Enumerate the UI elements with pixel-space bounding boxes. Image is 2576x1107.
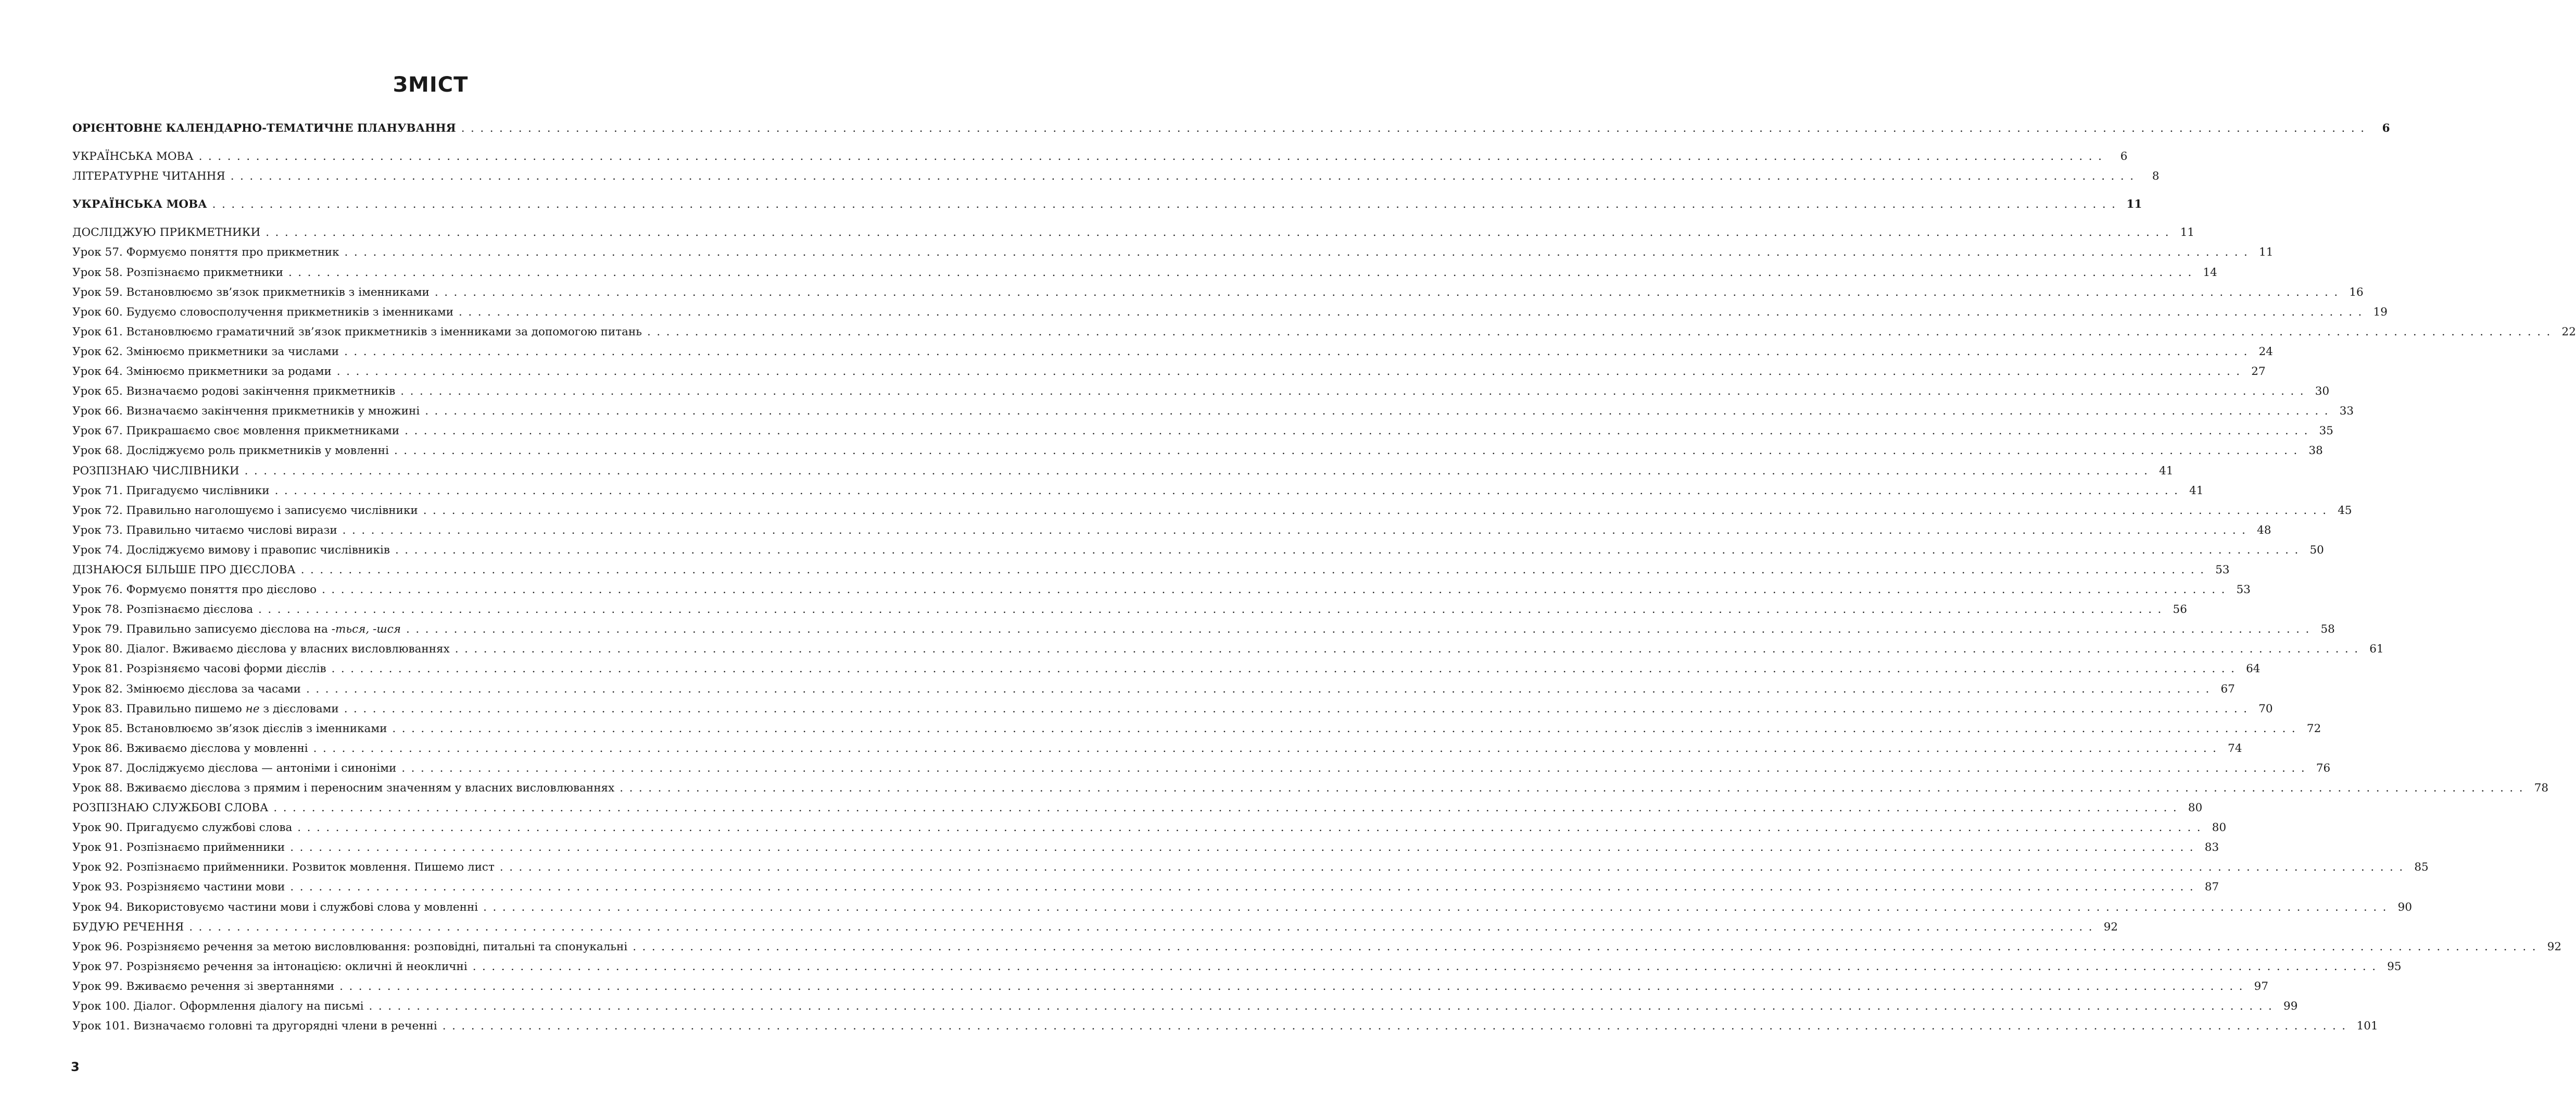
dot-leader: ........................................................................................................................................................................................................ xyxy=(472,960,2382,973)
toc-entry-title: Урок 101. Визначаємо головні та другорядні члени в реченні xyxy=(72,1020,437,1033)
dot-leader: ........................................................................................................................................................................................................ xyxy=(394,444,2303,458)
toc-entry xyxy=(72,540,2324,560)
toc-entry xyxy=(72,917,2118,937)
dot-leader: ........................................................................................................................................................................................................ xyxy=(400,385,2310,398)
dot-leader: ........................................................................................................................................................................................................ xyxy=(274,484,2184,497)
dot-leader: ........................................................................................................................................................................................................ xyxy=(336,365,2246,379)
toc-entry xyxy=(72,937,2562,957)
toc-entry-page: 14 xyxy=(2203,266,2217,279)
toc-entry-page: 61 xyxy=(2369,643,2384,656)
toc-entry-page: 80 xyxy=(2188,801,2203,815)
dot-leader: ........................................................................................................................................................................................................ xyxy=(313,741,2223,755)
dot-leader: ........................................................................................................................................................................................................ xyxy=(189,920,2099,934)
toc-entry-title: Урок 83. Правильно пишемо не з дієсловами xyxy=(72,702,339,715)
dot-leader: ........................................................................................................................................................................................................ xyxy=(288,266,2198,279)
toc-entry xyxy=(72,739,2242,759)
toc-entry-title: Урок 61. Встановлюємо граматичний зв’язок прикметників з іменниками за допомогою питань xyxy=(72,325,642,338)
toc-entry xyxy=(72,898,2413,917)
toc-entry-page: 72 xyxy=(2306,722,2321,735)
toc-entry-title: ЛІТЕРАТУРНЕ ЧИТАННЯ xyxy=(72,170,225,183)
toc-entry xyxy=(72,167,2160,186)
toc-entry-page: 11 xyxy=(2126,198,2142,211)
toc-entry-title: Урок 100. Діалог. Оформлення діалогу на письмі xyxy=(72,1000,364,1013)
toc-entry-title: Урок 68. Досліджуємо роль прикметників у мовленні xyxy=(72,444,389,458)
dot-leader: ........................................................................................................................................................................................................ xyxy=(483,900,2393,914)
toc-entry xyxy=(72,401,2354,421)
dot-leader: ........................................................................................................................................................................................................ xyxy=(369,1000,2278,1013)
dot-leader: ........................................................................................................................................................................................................ xyxy=(331,662,2241,676)
toc-entry-page: 24 xyxy=(2258,345,2273,358)
toc-entry-title: Урок 94. Використовуємо частини мови і службові слова у мовленні xyxy=(72,900,478,914)
toc-entry-title: УКРАЇНСЬКА МОВА xyxy=(72,150,194,163)
toc-entry xyxy=(72,195,2142,215)
toc-entry-title: Урок 72. Правильно наголошуємо і записуємо числівники xyxy=(72,504,418,517)
toc-entry-page: 78 xyxy=(2534,782,2549,795)
toc-entry-page: 76 xyxy=(2316,761,2331,775)
toc-entry-title: Урок 74. Досліджуємо вимову і правопис числівників xyxy=(72,543,390,557)
dot-leader: ........................................................................................................................................................................................................ xyxy=(459,305,2368,319)
dot-leader: ........................................................................................................................................................................................................ xyxy=(423,504,2332,517)
toc-entry xyxy=(72,798,2203,818)
dot-leader: ........................................................................................................................................................................................................ xyxy=(300,563,2210,576)
dot-leader: ........................................................................................................................................................................................................ xyxy=(434,285,2344,299)
dot-leader: ........................................................................................................................................................................................................ xyxy=(306,682,2215,696)
toc-entry-title: Урок 99. Вживаємо речення зі звертаннями xyxy=(72,979,335,993)
toc-entry xyxy=(72,521,2271,540)
toc-entry xyxy=(72,680,2235,699)
dot-leader: ........................................................................................................................................................................................................ xyxy=(454,643,2364,656)
toc-entry-page: 19 xyxy=(2373,305,2388,319)
dot-leader: ........................................................................................................................................................................................................ xyxy=(198,150,2108,163)
toc-entry xyxy=(72,957,2402,977)
toc-entry xyxy=(72,147,2128,167)
toc-entry xyxy=(72,620,2335,639)
dot-leader: ........................................................................................................................................................................................................ xyxy=(266,226,2175,240)
toc-entry-page: 45 xyxy=(2338,504,2352,517)
dot-leader: ........................................................................................................................................................................................................ xyxy=(342,523,2252,537)
toc-entry-title: ОРІЄНТОВНЕ КАЛЕНДАРНО-ТЕМАТИЧНЕ ПЛАНУВАННЯ xyxy=(72,122,456,135)
toc-entry-page: 90 xyxy=(2397,900,2413,914)
toc-entry-title: Урок 73. Правильно читаємо числові вирази xyxy=(72,523,337,537)
toc-entry-title: РОЗПІЗНАЮ СЛУЖБОВІ СЛОВА xyxy=(72,801,269,815)
toc-entry-page: 48 xyxy=(2257,523,2271,537)
dot-leader: ........................................................................................................................................................................................................ xyxy=(344,702,2253,715)
dot-leader: ........................................................................................................................................................................................................ xyxy=(344,246,2254,259)
dot-leader: ........................................................................................................................................................................................................ xyxy=(273,801,2183,815)
toc-entry-title: Урок 62. Змінюємо прикметники за числами xyxy=(72,345,339,358)
toc-entry-page: 64 xyxy=(2246,662,2261,676)
page-title: ЗМІСТ xyxy=(393,73,469,97)
toc-entry-title: РОЗПІЗНАЮ ЧИСЛІВНИКИ xyxy=(72,464,239,477)
toc-entry xyxy=(72,223,2195,243)
dot-leader: ........................................................................................................................................................................................................ xyxy=(290,841,2200,854)
dot-leader: ........................................................................................................................................................................................................ xyxy=(461,122,2370,135)
dot-leader: ........................................................................................................................................................................................................ xyxy=(499,861,2409,874)
toc-entry-page: 27 xyxy=(2251,365,2266,379)
toc-entry-page: 92 xyxy=(2103,920,2118,934)
toc-entry-title: Урок 76. Формуємо поняття про дієслово xyxy=(72,583,317,597)
toc-entry-page: 8 xyxy=(2152,170,2160,183)
toc-entry-title: Урок 88. Вживаємо дієслова з прямим і переносним значенням у власних висловлюваннях xyxy=(72,782,615,795)
toc-entry-page: 6 xyxy=(2120,150,2128,163)
toc-entry-page: 85 xyxy=(2414,861,2429,874)
toc-entry-page: 6 xyxy=(2382,122,2390,135)
dot-leader: ........................................................................................................................................................................................................ xyxy=(406,623,2315,636)
toc-entry-title: Урок 60. Будуємо словосполучення прикметників з іменниками xyxy=(72,305,454,319)
dot-leader: ........................................................................................................................................................................................................ xyxy=(620,782,2529,795)
toc-entry-page: 70 xyxy=(2258,702,2273,715)
toc-entry-page: 56 xyxy=(2173,603,2187,617)
toc-entry-title: Урок 71. Пригадуємо числівники xyxy=(72,484,270,497)
toc-entry-page: 80 xyxy=(2212,821,2227,835)
dot-leader: ........................................................................................................................................................................................................ xyxy=(395,543,2304,557)
toc-entry-page: 16 xyxy=(2349,285,2364,299)
toc-entry xyxy=(72,119,2390,139)
dot-leader: ........................................................................................................................................................................................................ xyxy=(425,405,2334,418)
dot-leader: ........................................................................................................................................................................................................ xyxy=(297,821,2207,835)
toc-entry xyxy=(72,481,2204,501)
toc-entry-title: Урок 86. Вживаємо дієслова у мовленні xyxy=(72,741,308,755)
dot-leader: ........................................................................................................................................................................................................ xyxy=(258,603,2167,617)
toc-entry-title: Урок 85. Встановлюємо зв’язок дієслів з іменниками xyxy=(72,722,387,735)
dot-leader: ........................................................................................................................................................................................................ xyxy=(442,1020,2352,1033)
toc-entry xyxy=(72,659,2261,679)
toc-entry-page: 74 xyxy=(2228,741,2242,755)
dot-leader: ........................................................................................................................................................................................................ xyxy=(212,198,2122,211)
toc-entry-title: БУДУЮ РЕЧЕННЯ xyxy=(72,920,184,934)
toc-entry xyxy=(72,600,2187,620)
toc-entry-page: 95 xyxy=(2387,960,2402,973)
table-of-contents xyxy=(72,119,2576,1036)
toc-entry xyxy=(72,342,2273,362)
dot-leader: ........................................................................................................................................................................................................ xyxy=(244,464,2154,477)
toc-entry-page: 30 xyxy=(2315,385,2330,398)
toc-entry xyxy=(72,263,2217,283)
dot-leader: ........................................................................................................................................................................................................ xyxy=(230,170,2140,183)
toc-entry-title: Урок 58. Розпізнаємо прикметники xyxy=(72,266,283,279)
toc-entry-title: ДІЗНАЮСЯ БІЛЬШЕ ПРО ДІЄСЛОВА xyxy=(72,563,296,576)
toc-entry-page: 53 xyxy=(2236,583,2251,597)
toc-entry-page: 41 xyxy=(2189,484,2204,497)
toc-entry-page: 11 xyxy=(2259,246,2274,259)
dot-leader: ........................................................................................................................................................................................................ xyxy=(633,940,2542,953)
toc-entry-page: 99 xyxy=(2283,1000,2298,1013)
dot-leader: ........................................................................................................................................................................................................ xyxy=(322,583,2231,597)
toc-entry-title: Урок 82. Змінюємо дієслова за часами xyxy=(72,682,301,696)
toc-entry-page: 83 xyxy=(2204,841,2219,854)
toc-entry-page: 101 xyxy=(2356,1020,2378,1033)
toc-entry xyxy=(72,243,2274,262)
toc-entry-page: 50 xyxy=(2309,543,2324,557)
toc-entry-page: 35 xyxy=(2319,424,2333,438)
toc-entry-page: 92 xyxy=(2547,940,2562,953)
toc-entry xyxy=(72,322,2576,342)
toc-entry xyxy=(72,858,2429,877)
page-number: 3 xyxy=(71,1060,80,1074)
toc-entry-title: Урок 78. Розпізнаємо дієслова xyxy=(72,603,254,617)
toc-entry-page: 41 xyxy=(2159,464,2174,477)
dot-leader: ........................................................................................................................................................................................................ xyxy=(344,345,2253,358)
dot-leader: ........................................................................................................................................................................................................ xyxy=(401,761,2311,775)
toc-entry xyxy=(72,560,2230,580)
toc-entry-title: Урок 79. Правильно записуємо дієслова на -ться, -шся xyxy=(72,623,401,636)
toc-entry xyxy=(72,719,2321,739)
toc-entry xyxy=(72,362,2266,382)
toc-entry xyxy=(72,421,2333,441)
toc-entry xyxy=(72,382,2330,401)
toc-entry-page: 67 xyxy=(2220,682,2235,696)
toc-entry xyxy=(72,877,2219,897)
toc-entry xyxy=(72,997,2298,1016)
toc-entry-page: 38 xyxy=(2308,444,2323,458)
toc-entry xyxy=(72,639,2384,659)
toc-entry-title: Урок 97. Розрізняємо речення за інтонацією: окличні й неокличні xyxy=(72,960,468,973)
toc-entry xyxy=(72,283,2364,303)
toc-entry-title: Урок 87. Досліджуємо дієслова — антоніми і синоніми xyxy=(72,761,397,775)
toc-entry-title: Урок 81. Розрізняємо часові форми дієслів xyxy=(72,662,326,676)
toc-entry-title: ДОСЛІДЖУЮ ПРИКМЕТНИКИ xyxy=(72,226,261,240)
toc-entry-title: Урок 64. Змінюємо прикметники за родами xyxy=(72,365,332,379)
toc-entry xyxy=(72,778,2549,798)
toc-entry-title: Урок 67. Прикрашаємо своє мовлення прикметниками xyxy=(72,424,400,438)
toc-entry-title: Урок 57. Формуємо поняття про прикметник xyxy=(72,246,339,259)
toc-entry-title: Урок 91. Розпізнаємо прийменники xyxy=(72,841,285,854)
toc-entry-title: Урок 80. Діалог. Вживаємо дієслова у власних висловлюваннях xyxy=(72,643,450,656)
dot-leader: ........................................................................................................................................................................................................ xyxy=(392,722,2302,735)
toc-entry xyxy=(72,1016,2378,1036)
toc-entry xyxy=(72,759,2331,778)
toc-entry-page: 97 xyxy=(2254,979,2268,993)
toc-entry xyxy=(72,441,2323,461)
toc-entry-page: 11 xyxy=(2180,226,2195,240)
dot-leader: ........................................................................................................................................................................................................ xyxy=(405,424,2314,438)
toc-entry xyxy=(72,580,2251,600)
toc-entry xyxy=(72,461,2174,481)
toc-entry xyxy=(72,838,2219,858)
toc-entry xyxy=(72,501,2352,521)
toc-entry-title: Урок 66. Визначаємо закінчення прикметників у множині xyxy=(72,405,420,418)
toc-entry-title: Урок 93. Розрізняємо частини мови xyxy=(72,880,285,894)
toc-entry xyxy=(72,303,2388,322)
dot-leader: ........................................................................................................................................................................................................ xyxy=(290,880,2200,894)
toc-entry-title: Урок 65. Визначаємо родові закінчення прикметників xyxy=(72,385,396,398)
toc-entry-page: 53 xyxy=(2215,563,2230,576)
toc-entry xyxy=(72,977,2268,997)
dot-leader: ........................................................................................................................................................................................................ xyxy=(339,979,2249,993)
toc-entry-page: 33 xyxy=(2339,405,2354,418)
toc-entry-title: Урок 90. Пригадуємо службові слова xyxy=(72,821,293,835)
toc-entry-page: 87 xyxy=(2204,880,2219,894)
toc-entry-page: 22 xyxy=(2561,325,2576,338)
toc-entry xyxy=(72,818,2227,838)
dot-leader: ........................................................................................................................................................................................................ xyxy=(647,325,2556,338)
toc-entry xyxy=(72,699,2273,719)
toc-entry-title: УКРАЇНСЬКА МОВА xyxy=(72,198,207,211)
toc-entry-title: Урок 59. Встановлюємо зв’язок прикметників з іменниками xyxy=(72,285,430,299)
toc-entry-page: 58 xyxy=(2320,623,2335,636)
toc-entry-title: Урок 92. Розпізнаємо прийменники. Розвиток мовлення. Пишемо лист xyxy=(72,861,495,874)
toc-entry-title: Урок 96. Розрізняємо речення за метою висловлювання: розповідні, питальні та спонукальні xyxy=(72,940,628,953)
